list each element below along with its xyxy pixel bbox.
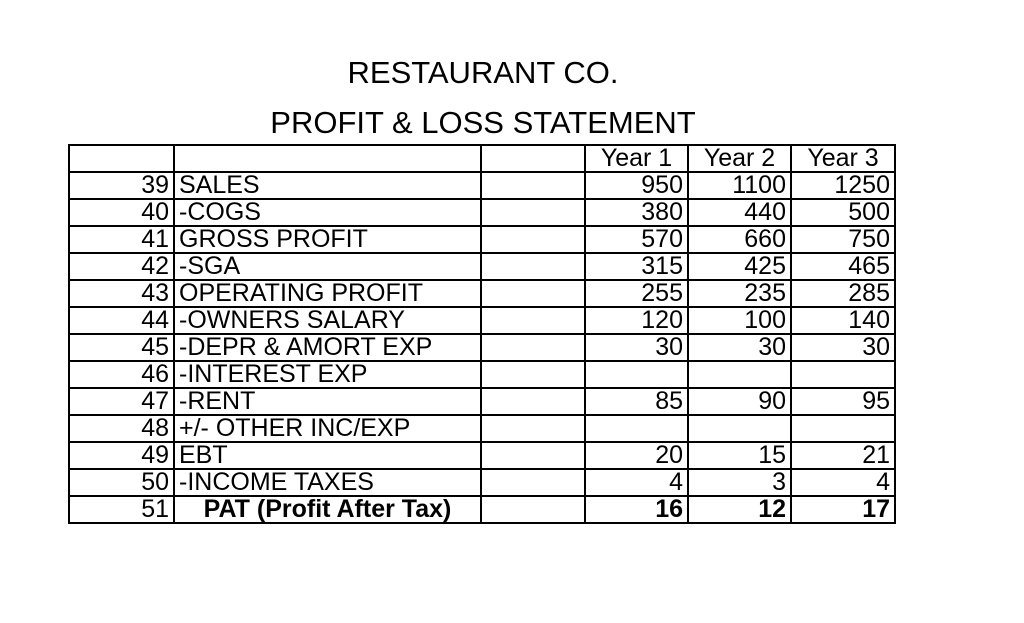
- row-number: 44: [69, 307, 174, 334]
- year-3-value: 30: [791, 334, 895, 361]
- row-label: -INCOME TAXES: [174, 469, 481, 496]
- row-spacer: [481, 199, 585, 226]
- row-number: 51: [69, 496, 174, 523]
- row-number: 40: [69, 199, 174, 226]
- row-spacer: [481, 496, 585, 523]
- year-2-value: 100: [688, 307, 791, 334]
- year-2-value: 660: [688, 226, 791, 253]
- row-label: OPERATING PROFIT: [174, 280, 481, 307]
- year-1-value: 380: [585, 199, 688, 226]
- table-row: [69, 307, 895, 334]
- pl-table: [68, 144, 896, 524]
- table-row: [69, 172, 895, 199]
- row-label: -DEPR & AMORT EXP: [174, 334, 481, 361]
- year-1-value: 570: [585, 226, 688, 253]
- row-spacer: [481, 442, 585, 469]
- year-3-value: 1250: [791, 172, 895, 199]
- row-spacer: [481, 307, 585, 334]
- row-label: +/- OTHER INC/EXP: [174, 415, 481, 442]
- year-2-pat: 12: [688, 496, 791, 523]
- row-number: 50: [69, 469, 174, 496]
- statement-title: PROFIT & LOSS STATEMENT: [270, 105, 696, 140]
- row-label: -INTEREST EXP: [174, 361, 481, 388]
- row-label: SALES: [174, 172, 481, 199]
- year-2-value: [688, 415, 791, 442]
- year-3-value: 21: [791, 442, 895, 469]
- header-blank-spacer: [481, 145, 585, 172]
- table-row: [69, 361, 895, 388]
- table-row: [69, 442, 895, 469]
- year-3-value: 500: [791, 199, 895, 226]
- row-label: GROSS PROFIT: [174, 226, 481, 253]
- row-label: -RENT: [174, 388, 481, 415]
- row-spacer: [481, 172, 585, 199]
- pat-row: [69, 496, 895, 523]
- year-3-pat: 17: [791, 496, 895, 523]
- table-row: [69, 199, 895, 226]
- table-row: [69, 280, 895, 307]
- table-row: [69, 253, 895, 280]
- row-label: -SGA: [174, 253, 481, 280]
- year-1-value: [585, 415, 688, 442]
- row-label: EBT: [174, 442, 481, 469]
- year-1-value: 255: [585, 280, 688, 307]
- row-spacer: [481, 226, 585, 253]
- row-number: 46: [69, 361, 174, 388]
- year-1-value: 20: [585, 442, 688, 469]
- year-3-value: 750: [791, 226, 895, 253]
- company-title: RESTAURANT CO.: [347, 55, 619, 90]
- row-number: 47: [69, 388, 174, 415]
- table-row: [69, 226, 895, 253]
- year-3-value: 465: [791, 253, 895, 280]
- year-1-value: 120: [585, 307, 688, 334]
- row-spacer: [481, 280, 585, 307]
- year-1-value: 315: [585, 253, 688, 280]
- row-spacer: [481, 334, 585, 361]
- row-spacer: [481, 388, 585, 415]
- year-3-header: Year 3: [791, 145, 895, 172]
- row-label: -COGS: [174, 199, 481, 226]
- year-1-pat: 16: [585, 496, 688, 523]
- year-3-value: 95: [791, 388, 895, 415]
- year-1-value: 950: [585, 172, 688, 199]
- row-number: 42: [69, 253, 174, 280]
- row-label: -OWNERS SALARY: [174, 307, 481, 334]
- table-row: [69, 469, 895, 496]
- year-2-value: 30: [688, 334, 791, 361]
- year-1-value: [585, 361, 688, 388]
- row-spacer: [481, 253, 585, 280]
- header-blank-label: [174, 145, 481, 172]
- year-1-value: 30: [585, 334, 688, 361]
- pat-label: PAT (Profit After Tax): [174, 496, 481, 523]
- year-2-header: Year 2: [688, 145, 791, 172]
- table-row: [69, 415, 895, 442]
- year-2-value: 15: [688, 442, 791, 469]
- year-3-value: 285: [791, 280, 895, 307]
- header-blank-num: [69, 145, 174, 172]
- row-number: 41: [69, 226, 174, 253]
- year-2-value: 235: [688, 280, 791, 307]
- year-1-header: Year 1: [585, 145, 688, 172]
- year-2-value: 3: [688, 469, 791, 496]
- year-2-value: 1100: [688, 172, 791, 199]
- year-3-value: 140: [791, 307, 895, 334]
- row-spacer: [481, 361, 585, 388]
- table-row: [69, 334, 895, 361]
- header-row: [69, 145, 895, 172]
- year-2-value: 425: [688, 253, 791, 280]
- year-3-value: [791, 415, 895, 442]
- row-number: 45: [69, 334, 174, 361]
- row-number: 49: [69, 442, 174, 469]
- row-spacer: [481, 469, 585, 496]
- year-3-value: [791, 361, 895, 388]
- row-number: 39: [69, 172, 174, 199]
- row-spacer: [481, 415, 585, 442]
- table-row: [69, 388, 895, 415]
- year-2-value: 440: [688, 199, 791, 226]
- row-number: 48: [69, 415, 174, 442]
- year-2-value: 90: [688, 388, 791, 415]
- year-3-value: 4: [791, 469, 895, 496]
- year-2-value: [688, 361, 791, 388]
- year-1-value: 4: [585, 469, 688, 496]
- year-1-value: 85: [585, 388, 688, 415]
- row-number: 43: [69, 280, 174, 307]
